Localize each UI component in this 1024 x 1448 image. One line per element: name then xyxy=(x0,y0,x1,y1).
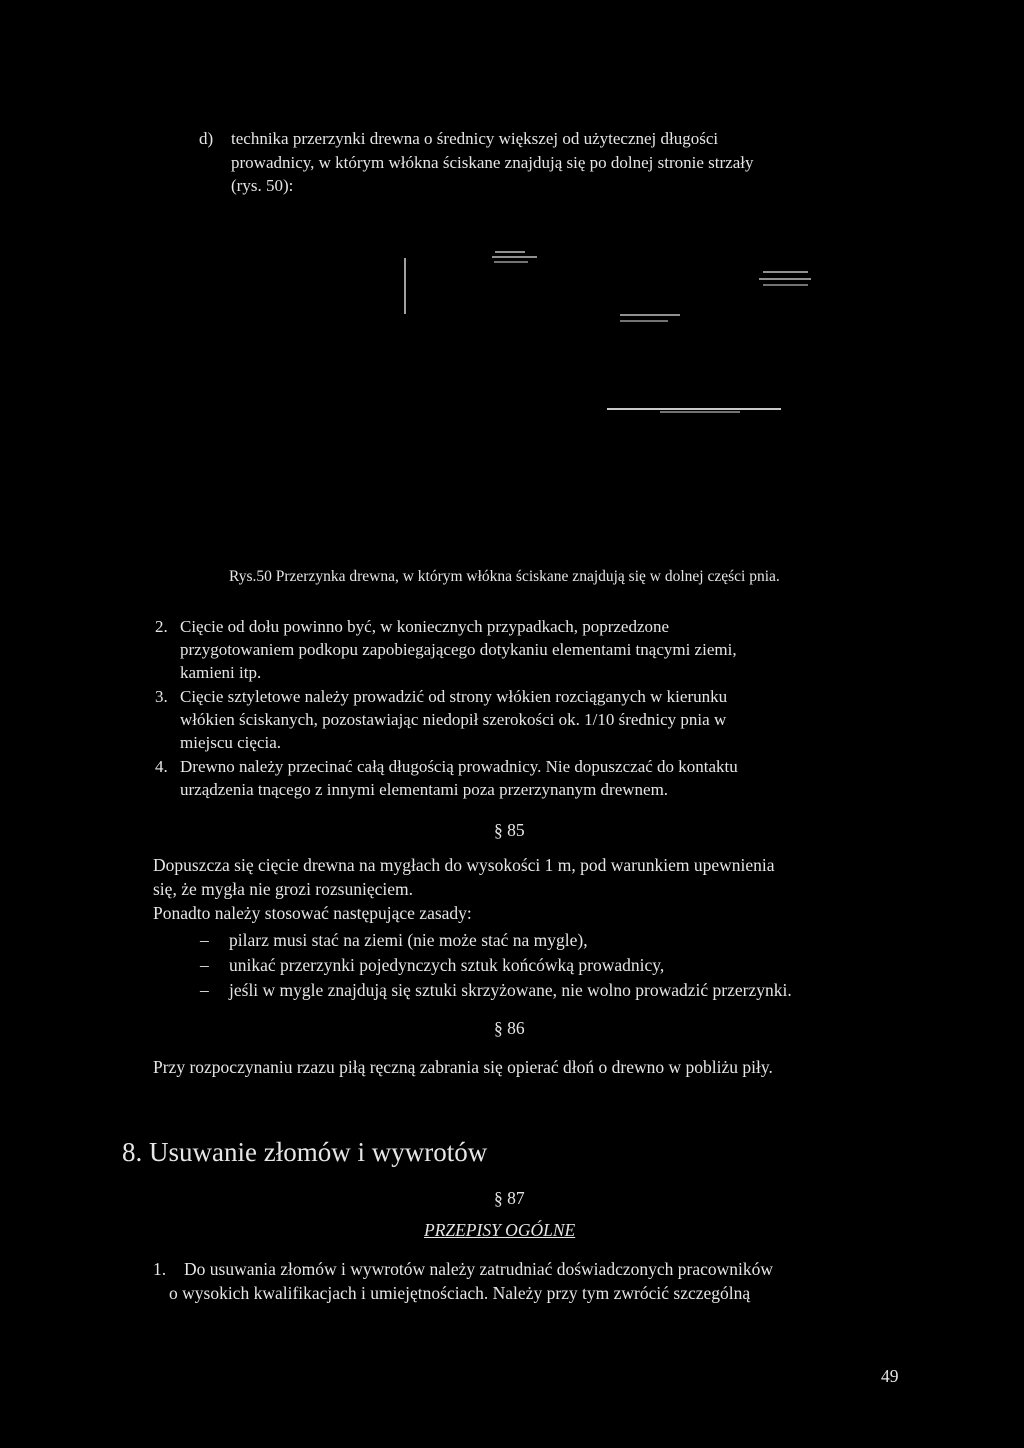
section-86-title: § 86 xyxy=(494,1018,525,1038)
section-85-paragraph-line: Dopuszcza się cięcie drewna na mygłach do wysokości 1 m, pod warunkiem upewnienia xyxy=(153,855,775,875)
item-d-marker: d) xyxy=(199,129,214,148)
list-item-number: 3. xyxy=(155,687,168,706)
item-d-line-1: technika przerzynki drewna o średnicy większej od użytecznej długości xyxy=(231,129,719,148)
section-87-title: § 87 xyxy=(494,1188,525,1208)
bullet-dash: – xyxy=(200,930,209,950)
section-85-title: § 85 xyxy=(494,820,525,840)
list-item-line: kamieni itp. xyxy=(180,663,262,682)
bullet-item: unikać przerzynki pojedynczych sztuk końcówką prowadnicy, xyxy=(229,955,665,975)
list-item-line: Cięcie sztyletowe należy prowadzić od strony włókien rozciąganych w kierunku xyxy=(180,687,728,706)
section-87-item-line: o wysokich kwalifikacjach i umiejętnościach. Należy przy tym zwrócić szczególną xyxy=(169,1283,751,1303)
section-87-subtitle: PRZEPISY OGÓLNE xyxy=(424,1220,576,1240)
item-d-line-2: prowadnicy, w którym włókna ściskane znajdują się po dolnej stronie strzały xyxy=(231,153,754,172)
list-item-line: urządzenia tnącego z innymi elementami poza przerzynanym drewnem. xyxy=(180,780,669,799)
chapter-heading: 8. Usuwanie złomów i wywrotów xyxy=(122,1137,488,1167)
section-86-paragraph: Przy rozpoczynaniu rzazu piłą ręczną zabrania się opierać dłoń o drewno w pobliżu piły. xyxy=(153,1057,773,1077)
figure-caption: Rys.50 Przerzynka drewna, w którym włókna ściskane znajdują się w dolnej części pnia. xyxy=(229,568,780,585)
list-item-line: Drewno należy przecinać całą długością prowadnicy. Nie dopuszczać do kontaktu xyxy=(180,757,738,776)
list-item-line: Cięcie od dołu powinno być, w koniecznych przypadkach, poprzedzone xyxy=(180,617,670,636)
list-item-line: przygotowaniem podkopu zapobiegającego dotykaniu elementami tnącymi ziemi, xyxy=(180,640,737,659)
list-item-line: miejscu cięcia. xyxy=(180,733,282,752)
list-item-number: 4. xyxy=(155,757,168,776)
section-85-paragraph-line: Ponadto należy stosować następujące zasady: xyxy=(153,903,472,923)
figure-illustration xyxy=(0,0,1024,560)
bullet-item: jeśli w mygle znajdują się sztuki skrzyżowane, nie wolno prowadzić przerzynki. xyxy=(229,980,792,1000)
item-d-line-3: (rys. 50): xyxy=(231,176,294,195)
bullet-dash: – xyxy=(200,955,209,975)
list-item-number: 2. xyxy=(155,617,168,636)
bullet-dash: – xyxy=(200,980,209,1000)
section-85-paragraph-line: się, że mygła nie grozi rozsunięciem. xyxy=(153,879,413,899)
section-87-item-number: 1. xyxy=(153,1259,167,1279)
section-87-item-line: Do usuwania złomów i wywrotów należy zatrudniać doświadczonych pracowników xyxy=(184,1259,773,1279)
list-item-line: włókien ściskanych, pozostawiając niedopił szerokości ok. 1/10 średnicy pnia w xyxy=(180,710,727,729)
bullet-item: pilarz musi stać na ziemi (nie może stać na mygle), xyxy=(229,930,588,950)
page-number: 49 xyxy=(881,1366,899,1386)
